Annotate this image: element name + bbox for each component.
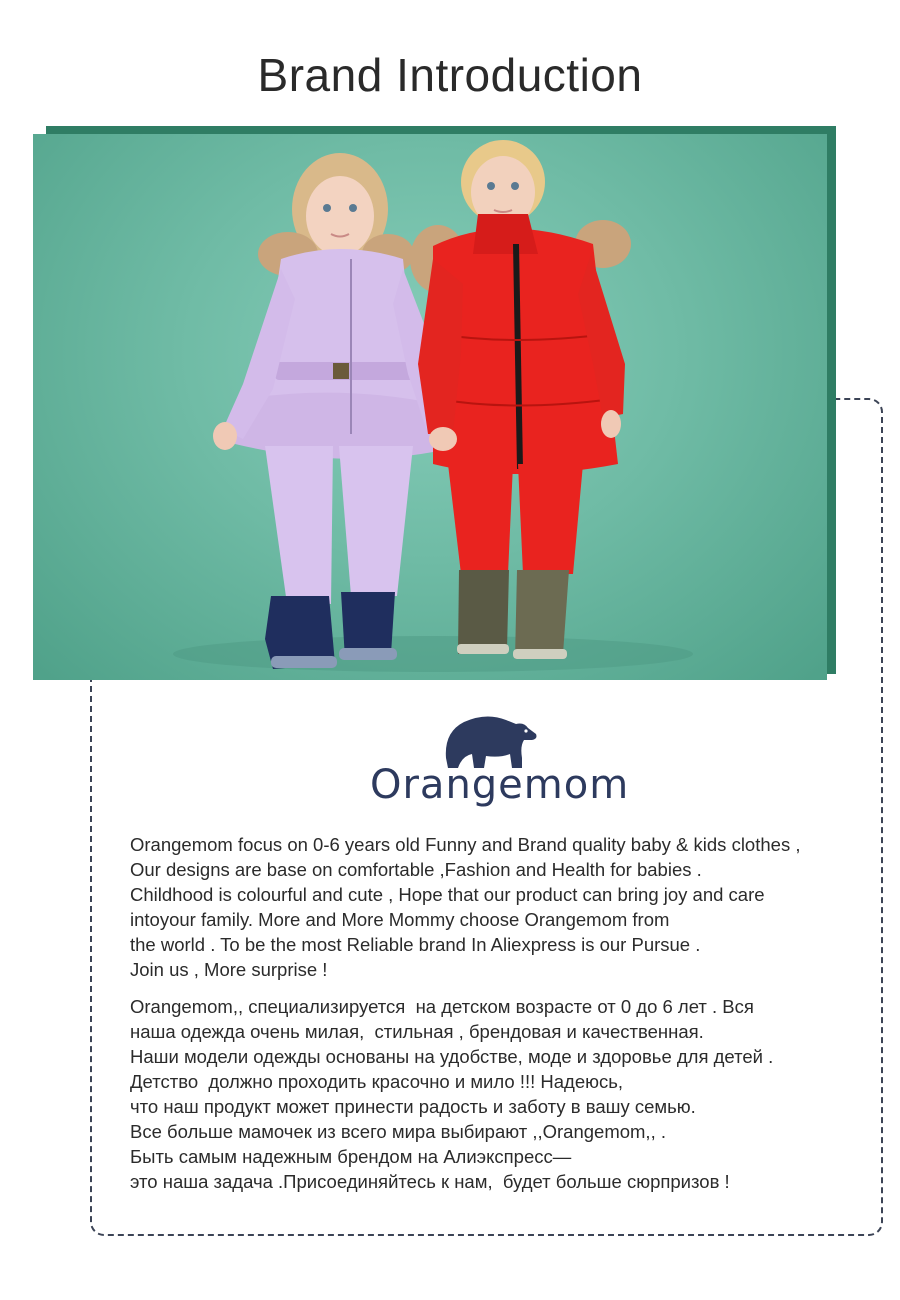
brand-wordmark: Orangemom bbox=[370, 762, 630, 808]
description-line: Детство должно проходить красочно и мило !!! Надеюсь, bbox=[130, 1071, 624, 1092]
page-title: Brand Introduction bbox=[257, 49, 643, 101]
description-line: Наши модели одежды основаны на удобстве, моде и здоровье для детей . bbox=[130, 1046, 774, 1067]
description-line: наша одежда очень милая, стильная , брендовая и качественная. bbox=[130, 1021, 704, 1042]
description-line: Orangemom,, специализируется на детском возрасте от 0 до 6 лет . Вся bbox=[130, 996, 754, 1017]
brand-logo bbox=[370, 712, 630, 824]
description-line: Join us , More surprise ! bbox=[130, 959, 328, 980]
description-line: Все больше мамочек из всего мира выбирают ,,Orangemom,, . bbox=[130, 1121, 666, 1142]
description-line: что наш продукт может принести радость и заботу в вашу семью. bbox=[130, 1096, 696, 1117]
hero-photo bbox=[33, 134, 827, 680]
description-line: Childhood is colourful and cute , Hope that our product can bring joy and care bbox=[130, 884, 765, 905]
description-russian bbox=[130, 994, 870, 1194]
boy-figure bbox=[410, 140, 631, 659]
description-line: the world . To be the most Reliable brand In Aliexpress is our Pursue . bbox=[130, 934, 701, 955]
girl-figure bbox=[213, 153, 443, 669]
description-line: Our designs are base on comfortable ,Fashion and Health for babies . bbox=[130, 859, 702, 880]
description-line: Быть самым надежным брендом на Алиэкспресс— bbox=[130, 1146, 572, 1167]
description-line: Orangemom focus on 0-6 years old Funny and Brand quality baby & kids clothes , bbox=[130, 834, 801, 855]
description-line: intoyour family. More and More Mommy choose Orangemom from bbox=[130, 909, 670, 930]
description-line: это наша задача .Присоединяйтесь к нам, будет больше сюрпризов ! bbox=[130, 1171, 730, 1192]
kids-illustration bbox=[33, 134, 827, 680]
description-english bbox=[130, 832, 870, 982]
